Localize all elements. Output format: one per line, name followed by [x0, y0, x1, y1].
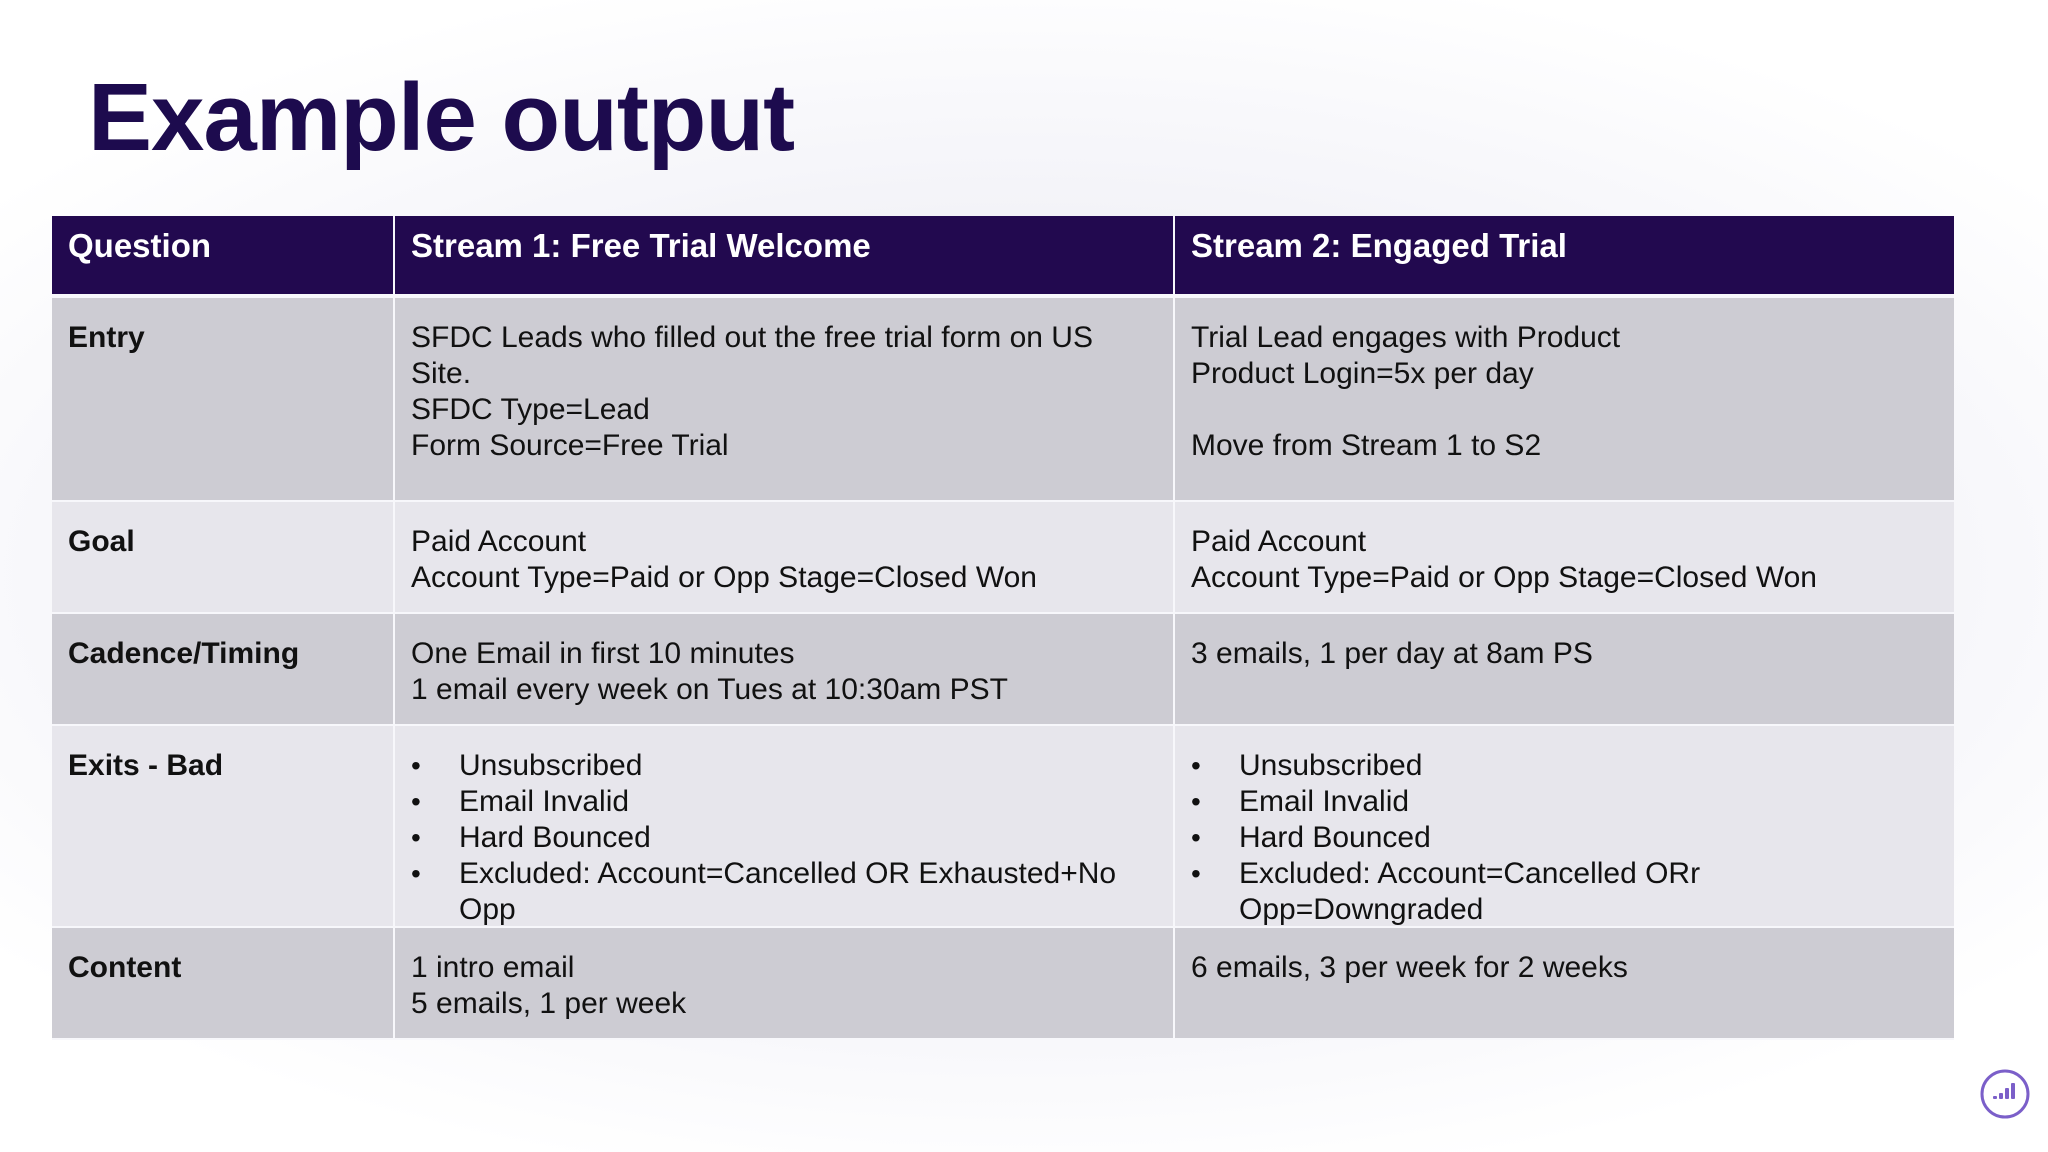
bar-chart-circle-logo-icon	[1979, 1068, 2031, 1120]
table-header-row	[52, 216, 1954, 298]
text-line: 5 emails, 1 per week	[411, 987, 687, 1020]
goal-stream-2	[1175, 502, 1954, 612]
bullet-item: • Hard Bounced	[411, 820, 1157, 856]
text-line: Site.	[411, 357, 472, 390]
text-line: Product Login=5x per day	[1191, 357, 1534, 390]
bullet-item: • Email Invalid	[411, 784, 1157, 820]
row-label-goal: Goal	[52, 502, 395, 612]
exits-bad-stream-2	[1175, 726, 1954, 926]
header-question: Question	[52, 216, 395, 294]
entry-stream-1	[395, 298, 1175, 500]
text-line: One Email in first 10 minutes	[411, 637, 795, 670]
table-row-content	[52, 928, 1954, 1040]
bullet-item: • Unsubscribed	[1191, 748, 1938, 784]
bullet-item: • Email Invalid	[1191, 784, 1938, 820]
row-label-cadence: Cadence/Timing	[52, 614, 395, 724]
text-line: Form Source=Free Trial	[411, 429, 729, 462]
text-line: 1 intro email	[411, 951, 575, 984]
content-stream-1	[395, 928, 1175, 1038]
header-stream-1: Stream 1: Free Trial Welcome	[395, 216, 1175, 294]
cadence-stream-1	[395, 614, 1175, 724]
text-line: Trial Lead engages with Product	[1191, 321, 1621, 354]
text-line: 3 emails, 1 per day at 8am PS	[1191, 637, 1593, 670]
bullet-list	[411, 748, 1157, 928]
bullet-item	[411, 856, 1157, 928]
header-stream-2: Stream 2: Engaged Trial	[1191, 227, 1567, 264]
text-line: Opp=Downgraded	[1239, 893, 1484, 926]
bullet-item: • Hard Bounced	[1191, 820, 1938, 856]
text-line: Paid Account	[411, 525, 587, 558]
text-line: Account Type=Paid or Opp Stage=Closed Won	[1191, 561, 1817, 594]
goal-stream-1	[395, 502, 1175, 612]
entry-stream-2	[1175, 298, 1954, 500]
text-line	[1191, 392, 1938, 428]
table-row-exits-bad	[52, 726, 1954, 928]
content-stream-2	[1175, 928, 1954, 1038]
text-line: SFDC Leads who filled out the free trial form on US	[411, 321, 1093, 354]
bullet-list	[1191, 748, 1938, 928]
row-label-content: Content	[52, 928, 395, 1038]
text-line: Move from Stream 1 to S2	[1191, 429, 1542, 462]
text-line: Opp	[459, 893, 516, 926]
text-line: 1 email every week on Tues at 10:30am PST	[411, 673, 1008, 706]
text-line: • Excluded: Account=Cancelled OR Exhausted+No	[459, 857, 1117, 890]
bullet-item	[1191, 856, 1938, 928]
exits-bad-stream-1	[395, 726, 1175, 926]
row-label-entry: Entry	[52, 298, 395, 500]
table-row-entry	[52, 298, 1954, 502]
text-line: • Excluded: Account=Cancelled ORr	[1239, 857, 1701, 890]
cadence-stream-2	[1175, 614, 1954, 724]
comparison-table	[52, 216, 1954, 1040]
text-line: SFDC Type=Lead	[411, 393, 650, 426]
slide-title: Example output	[88, 64, 795, 171]
text-line: Account Type=Paid or Opp Stage=Closed Won	[411, 561, 1037, 594]
table-row-goal	[52, 502, 1954, 614]
row-label-exits-bad: Exits - Bad	[52, 726, 395, 926]
table-row-cadence	[52, 614, 1954, 726]
text-line: 6 emails, 3 per week for 2 weeks	[1191, 951, 1628, 984]
text-line: Paid Account	[1191, 525, 1367, 558]
bullet-item: • Unsubscribed	[411, 748, 1157, 784]
